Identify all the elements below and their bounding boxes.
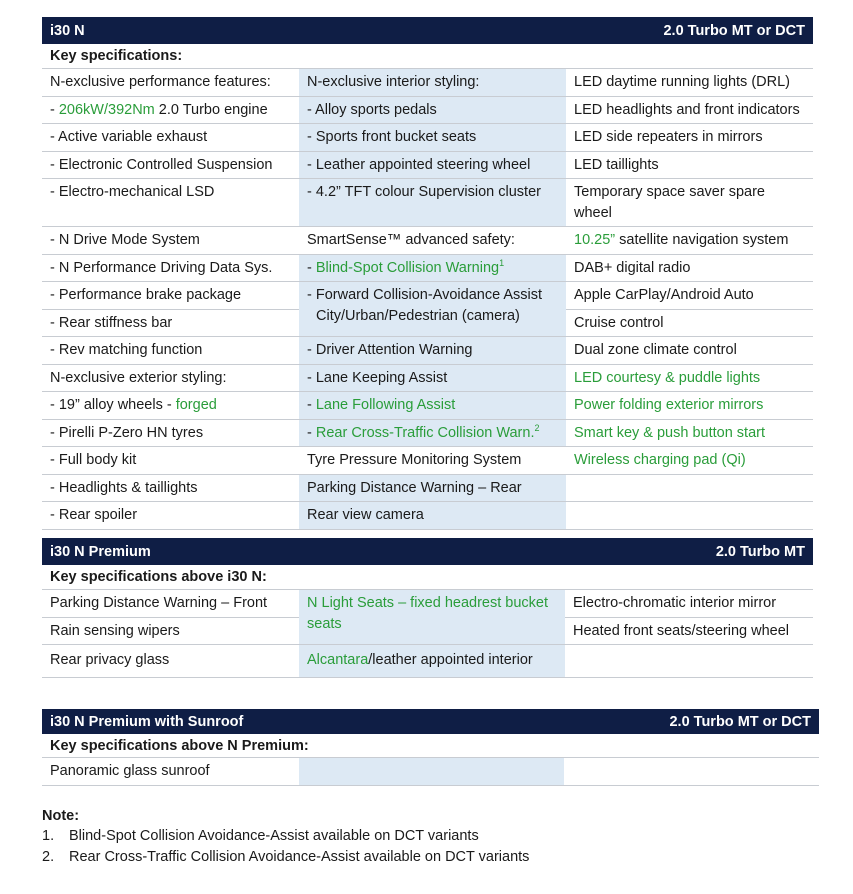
spec-cell: SmartSense™ advanced safety: xyxy=(299,227,566,255)
spec-cell: - N Drive Mode System xyxy=(42,227,299,255)
spec-cell: Rear view camera xyxy=(299,502,566,530)
spec-cell: N-exclusive performance features: xyxy=(42,69,299,96)
spec-cell: LED taillights xyxy=(566,151,813,179)
spec-cell: - Lane Keeping Assist xyxy=(299,364,566,392)
spec-cell xyxy=(299,282,566,337)
spec-text: - xyxy=(50,101,59,118)
table-row xyxy=(42,419,813,447)
highlight-text: forged xyxy=(175,397,217,413)
spec-cell: - 4.2” TFT colour Supervision cluster xyxy=(299,179,566,227)
table-row xyxy=(42,254,813,282)
table-row xyxy=(42,645,813,678)
spec-cell: Power folding exterior mirrors xyxy=(566,392,813,420)
spec-table xyxy=(42,758,819,786)
spec-text: - xyxy=(307,397,316,413)
spec-text: satellite navigation system xyxy=(615,232,789,248)
section-subtitle: Key specifications above N Premium: xyxy=(42,734,819,758)
table-row xyxy=(42,69,813,96)
note-item xyxy=(42,847,822,868)
table-row xyxy=(42,227,813,255)
spec-cell: Smart key & push button start xyxy=(566,419,813,447)
notes-title: Note: xyxy=(42,808,80,824)
model-name: i30 N xyxy=(50,22,85,39)
spec-cell: LED headlights and front indicators xyxy=(566,96,813,124)
note-number: 2. xyxy=(42,849,55,865)
note-text: Rear Cross-Traffic Collision Avoidance-Assist available on DCT variants xyxy=(69,849,530,865)
spec-cell: - Headlights & taillights xyxy=(42,474,299,502)
spec-cell: Wireless charging pad (Qi) xyxy=(566,447,813,475)
spec-cell: - Rear spoiler xyxy=(42,502,299,530)
spec-cell xyxy=(565,645,813,678)
spec-cell: Rain sensing wipers xyxy=(42,617,299,645)
spec-cell: Rear privacy glass xyxy=(42,645,299,678)
spec-cell: Electro-chromatic interior mirror xyxy=(565,590,813,617)
section-i30n-premium xyxy=(42,538,813,678)
table-row xyxy=(42,179,813,227)
section-i30n-premium-sunroof xyxy=(42,709,819,786)
engine-spec: 2.0 Turbo MT or DCT xyxy=(669,713,811,730)
spec-cell xyxy=(299,645,565,678)
spec-cell xyxy=(299,254,566,282)
spec-table xyxy=(42,590,813,678)
table-row xyxy=(42,364,813,392)
spec-cell: - Performance brake package xyxy=(42,282,299,310)
spec-text: - Forward Collision-Avoidance Assist xyxy=(307,287,543,303)
note-text: Blind-Spot Collision Avoidance-Assist available on DCT variants xyxy=(69,828,479,844)
spec-cell: - Leather appointed steering wheel xyxy=(299,151,566,179)
spec-cell: - Active variable exhaust xyxy=(42,124,299,152)
spec-cell: N-exclusive exterior styling: xyxy=(42,364,299,392)
spec-cell xyxy=(299,419,566,447)
footnote-ref: 2 xyxy=(534,422,540,433)
spec-cell xyxy=(299,758,564,785)
table-row xyxy=(42,96,813,124)
spec-table xyxy=(42,69,813,530)
spec-cell: - N Performance Driving Data Sys. xyxy=(42,254,299,282)
highlight-text: Rear Cross-Traffic Collision Warn. xyxy=(315,424,535,441)
model-header xyxy=(42,709,819,734)
table-row xyxy=(42,151,813,179)
spec-cell: Panoramic glass sunroof xyxy=(42,758,299,785)
model-header xyxy=(42,17,813,44)
spec-cell: Temporary space saver spare wheel xyxy=(566,179,813,227)
spec-cell: Parking Distance Warning – Front xyxy=(42,590,299,617)
spec-cell: - Electronic Controlled Suspension xyxy=(42,151,299,179)
model-name: i30 N Premium xyxy=(50,543,151,560)
spec-cell: - Pirelli P-Zero HN tyres xyxy=(42,419,299,447)
spec-cell: - Alloy sports pedals xyxy=(299,96,566,124)
spec-cell: N-exclusive interior styling: xyxy=(299,69,566,96)
spec-cell xyxy=(566,502,813,530)
table-row xyxy=(42,474,813,502)
spec-cell: - Rear stiffness bar xyxy=(42,309,299,337)
spec-text: - 19” alloy wheels - xyxy=(50,397,176,413)
spec-cell: LED side repeaters in mirrors xyxy=(566,124,813,152)
spec-cell: DAB+ digital radio xyxy=(566,254,813,282)
spec-cell: Apple CarPlay/Android Auto xyxy=(566,282,813,310)
spec-cell: Parking Distance Warning – Rear xyxy=(299,474,566,502)
section-i30n xyxy=(42,17,813,530)
footnote-ref: 1 xyxy=(499,257,505,268)
engine-spec: 2.0 Turbo MT xyxy=(715,543,805,560)
spec-text: /leather appointed interior xyxy=(368,652,533,668)
spec-cell xyxy=(42,392,299,420)
note-number: 1. xyxy=(42,828,55,844)
table-row xyxy=(42,758,819,785)
table-row xyxy=(42,502,813,530)
spec-text: 2.0 Turbo engine xyxy=(154,101,268,118)
spec-cell: - Full body kit xyxy=(42,447,299,475)
highlight-text: 206kW/392Nm xyxy=(58,101,155,118)
section-subtitle: Key specifications: xyxy=(42,44,813,69)
table-row xyxy=(42,282,813,310)
spec-text: - xyxy=(307,259,316,276)
spec-cell xyxy=(564,758,819,785)
table-row xyxy=(42,392,813,420)
highlight-text: Alcantara xyxy=(307,652,369,668)
table-row xyxy=(42,124,813,152)
note-item xyxy=(42,826,822,847)
spec-cell: LED courtesy & puddle lights xyxy=(566,364,813,392)
spec-cell xyxy=(566,474,813,502)
highlight-text: Lane Following Assist xyxy=(315,397,456,413)
spec-cell: Dual zone climate control xyxy=(566,337,813,365)
spec-cell: - Rev matching function xyxy=(42,337,299,365)
spec-text: - xyxy=(307,424,316,441)
spec-cell: Cruise control xyxy=(566,309,813,337)
spec-cell xyxy=(299,392,566,420)
spec-cell: N Light Seats – fixed headrest bucket seats xyxy=(299,590,565,645)
spec-cell: LED daytime running lights (DRL) xyxy=(566,69,813,96)
model-name: i30 N Premium with Sunroof xyxy=(50,713,244,730)
spec-text: City/Urban/Pedestrian (camera) xyxy=(316,307,520,324)
spec-cell: Heated front seats/steering wheel xyxy=(565,617,813,645)
spec-cell xyxy=(566,227,813,255)
spec-cell: - Electro-mechanical LSD xyxy=(42,179,299,227)
spec-cell: - Sports front bucket seats xyxy=(299,124,566,152)
highlight-text: Blind-Spot Collision Warning xyxy=(315,259,500,276)
spec-cell: - Driver Attention Warning xyxy=(299,337,566,365)
model-header xyxy=(42,538,813,565)
highlight-text: 10.25” xyxy=(574,232,616,248)
spec-cell xyxy=(42,96,299,124)
table-row xyxy=(42,590,813,617)
table-row xyxy=(42,337,813,365)
engine-spec: 2.0 Turbo MT or DCT xyxy=(663,22,805,39)
spec-cell: Tyre Pressure Monitoring System xyxy=(299,447,566,475)
section-subtitle: Key specifications above i30 N: xyxy=(42,565,813,590)
notes xyxy=(42,806,822,868)
table-row xyxy=(42,447,813,475)
